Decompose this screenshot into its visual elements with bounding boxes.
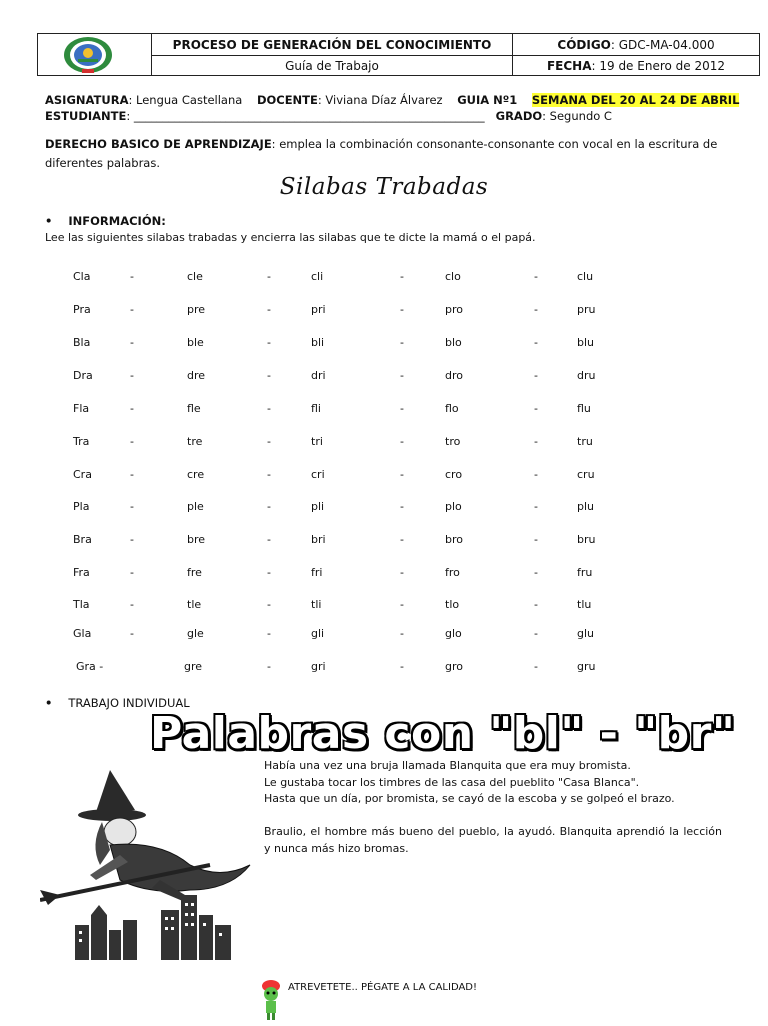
syllable-separator: - (534, 402, 538, 415)
syllable-separator: - (267, 369, 271, 382)
syllable-separator: - (534, 435, 538, 448)
syllable-separator: - (534, 533, 538, 546)
syllable-cell: clo (445, 270, 461, 283)
syllable-separator: - (267, 435, 271, 448)
syllable-cell: dro (445, 369, 463, 382)
syllable-separator: - (267, 533, 271, 546)
story-line-1: Había una vez una bruja llamada Blanquita que era muy bromista. (264, 759, 631, 772)
syllable-cell: gri (311, 660, 326, 673)
syllable-separator: - (267, 500, 271, 513)
syllable-cell: tro (445, 435, 461, 448)
bullet-icon: • (45, 214, 53, 228)
syllable-separator: - (534, 270, 538, 283)
page-title: Silabas Trabadas (279, 174, 489, 200)
info-row-2 (45, 109, 612, 123)
syllable-cell: glo (445, 627, 462, 640)
syllable-cell: fri (311, 566, 323, 579)
syllable-cell: ble (187, 336, 204, 349)
syllable-cell: fle (187, 402, 201, 415)
syllable-separator: - (534, 598, 538, 611)
guide-label: GUIA Nº1 (457, 93, 518, 107)
syllable-cell: tru (577, 435, 593, 448)
syllable-cell: plu (577, 500, 595, 513)
syllable-cell: flo (445, 402, 459, 415)
syllable-cell: tlo (445, 598, 460, 611)
syllable-separator: - (534, 468, 538, 481)
syllable-cell: Gra - (76, 660, 104, 673)
document-subtitle: Guía de Trabajo (285, 58, 379, 73)
syllable-separator: - (267, 270, 271, 283)
bullet-icon: • (45, 696, 53, 710)
syllable-separator: - (534, 336, 538, 349)
date-value: : 19 de Enero de 2012 (591, 58, 726, 73)
syllable-separator: - (534, 660, 538, 673)
mascot-icon (258, 978, 284, 1026)
syllable-cell: Gla (73, 627, 92, 640)
syllable-separator: - (267, 566, 271, 579)
syllable-separator: - (400, 435, 404, 448)
syllable-cell: pli (311, 500, 325, 513)
syllable-cell: flu (577, 402, 591, 415)
syllable-cell: Dra (73, 369, 93, 382)
syllable-cell: Pra (73, 303, 91, 316)
syllable-separator: - (130, 627, 134, 640)
syllable-cell: gli (311, 627, 325, 640)
syllable-cell: bre (187, 533, 206, 546)
syllable-cell: tlu (577, 598, 592, 611)
syllable-separator: - (130, 533, 134, 546)
syllable-cell: Cla (73, 270, 91, 283)
dba-label: DERECHO BASICO DE APRENDIZAJE (45, 137, 272, 151)
syllable-separator: - (130, 435, 134, 448)
syllable-separator: - (130, 500, 134, 513)
syllable-cell: pri (311, 303, 326, 316)
syllable-cell: bru (577, 533, 596, 546)
syllable-cell: pru (577, 303, 596, 316)
information-bullet (45, 214, 166, 228)
grade-value: : Segundo C (542, 109, 612, 123)
grade-label: GRADO (495, 109, 543, 123)
syllable-separator: - (400, 270, 404, 283)
syllable-separator: - (130, 336, 134, 349)
syllable-separator: - (130, 402, 134, 415)
syllable-separator: - (400, 336, 404, 349)
dba-line-2: diferentes palabras. (45, 156, 160, 170)
syllable-separator: - (267, 402, 271, 415)
syllable-separator: - (267, 336, 271, 349)
syllable-separator: - (267, 627, 271, 640)
syllable-separator: - (534, 500, 538, 513)
syllable-cell: cro (445, 468, 463, 481)
syllable-separator: - (400, 566, 404, 579)
syllable-cell: pre (187, 303, 206, 316)
syllable-cell: cle (187, 270, 203, 283)
date-label: FECHA (546, 58, 592, 73)
city-illustration (75, 895, 245, 964)
syllable-cell: plo (445, 500, 462, 513)
syllable-cell: Fla (73, 402, 90, 415)
info-row-1 (45, 93, 739, 107)
code-value: : GDC-MA-04.000 (610, 37, 715, 52)
subject-value: : Lengua Castellana (128, 93, 243, 107)
syllable-cell: fli (311, 402, 321, 415)
syllable-separator: - (267, 468, 271, 481)
syllable-cell: fre (187, 566, 202, 579)
information-label: INFORMACIÓN: (68, 214, 166, 228)
syllable-separator: - (400, 402, 404, 415)
story-paragraph-2: Braulio, el hombre más bueno del pueblo, la ayudó. Blanquita aprendió la lección y nunca más hizo bromas. (264, 825, 722, 855)
syllable-separator: - (130, 566, 134, 579)
syllable-cell: gle (187, 627, 204, 640)
syllable-separator: - (534, 627, 538, 640)
words-title: Palabras con "bl" - "br" (150, 708, 736, 759)
syllable-separator: - (534, 369, 538, 382)
story-paragraph-1 (264, 758, 722, 808)
story-line-2: Le gustaba tocar los timbres de las casa del pueblito "Casa Blanca". (264, 775, 640, 789)
syllable-cell: Bra (73, 533, 92, 546)
syllable-separator: - (267, 660, 271, 673)
witch-illustration (40, 770, 255, 909)
syllable-cell: bri (311, 533, 326, 546)
syllable-cell: Cra (73, 468, 92, 481)
syllable-separator: - (130, 598, 134, 611)
process-title: PROCESO DE GENERACIÓN DEL CONOCIMIENTO (172, 37, 492, 52)
instruction-text: Lee las siguientes silabas trabadas y encierra las silabas que te dicte la mamá o el papá. (45, 231, 536, 244)
footer-slogan: ATREVETETE.. PÉGATE A LA CALIDAD! (288, 982, 478, 993)
syllable-separator: - (400, 500, 404, 513)
dba-value: : emplea la combinación consonante-consonante con vocal en la escritura de (271, 137, 718, 151)
syllable-cell: tri (311, 435, 323, 448)
syllable-cell: pro (445, 303, 463, 316)
syllable-cell: gre (184, 660, 203, 673)
syllable-cell: tle (187, 598, 202, 611)
syllable-cell: dre (187, 369, 206, 382)
syllable-cell: tre (187, 435, 203, 448)
syllable-cell: clu (577, 270, 594, 283)
syllable-cell: cre (187, 468, 205, 481)
syllable-cell: blu (577, 336, 595, 349)
school-logo (60, 35, 116, 79)
syllable-separator: - (400, 303, 404, 316)
syllable-cell: Tla (73, 598, 90, 611)
syllable-cell: blo (445, 336, 462, 349)
syllable-cell: cli (311, 270, 324, 283)
code-label: CÓDIGO (557, 37, 611, 52)
syllable-cell: Pla (73, 500, 90, 513)
syllable-separator: - (130, 270, 134, 283)
syllable-separator: - (130, 369, 134, 382)
syllable-separator: - (130, 468, 134, 481)
story-line-3: Hasta que un día, por bromista, se cayó de la escoba y se golpeó el brazo. (264, 792, 675, 805)
syllable-separator: - (130, 303, 134, 316)
syllable-cell: gru (577, 660, 596, 673)
syllable-separator: - (534, 566, 538, 579)
syllable-cell: gro (445, 660, 463, 673)
student-value: : _____________________________________________________________ (126, 109, 485, 123)
syllable-cell: bli (311, 336, 325, 349)
syllable-cell: Bla (73, 336, 91, 349)
syllable-cell: fru (577, 566, 593, 579)
code-field (513, 34, 759, 55)
syllable-separator: - (400, 598, 404, 611)
syllable-cell: dru (577, 369, 596, 382)
syllable-cell: ple (187, 500, 204, 513)
date-field (513, 56, 759, 75)
individual-label: TRABAJO INDIVIDUAL (68, 696, 190, 710)
syllable-cell: bro (445, 533, 463, 546)
week-highlight: SEMANA DEL 20 AL 24 DE ABRIL (531, 93, 740, 107)
syllable-cell: tli (311, 598, 322, 611)
syllable-cell: cru (577, 468, 595, 481)
syllable-separator: - (400, 533, 404, 546)
subject-label: ASIGNATURA (45, 93, 129, 107)
syllable-separator: - (400, 369, 404, 382)
dba-line (45, 137, 717, 151)
syllable-separator: - (400, 468, 404, 481)
teacher-value: : Viviana Díaz Álvarez (317, 93, 443, 107)
syllable-cell: fro (445, 566, 460, 579)
syllable-separator: - (400, 627, 404, 640)
syllable-separator: - (267, 598, 271, 611)
student-label: ESTUDIANTE (45, 109, 127, 123)
syllable-separator: - (400, 660, 404, 673)
teacher-label: DOCENTE (256, 93, 318, 107)
header-table (37, 33, 760, 76)
syllable-cell: Fra (73, 566, 90, 579)
syllable-cell: Tra (73, 435, 90, 448)
syllable-cell: cri (311, 468, 325, 481)
syllable-cell: dri (311, 369, 326, 382)
syllable-separator: - (534, 303, 538, 316)
syllable-cell: glu (577, 627, 595, 640)
syllable-separator: - (267, 303, 271, 316)
